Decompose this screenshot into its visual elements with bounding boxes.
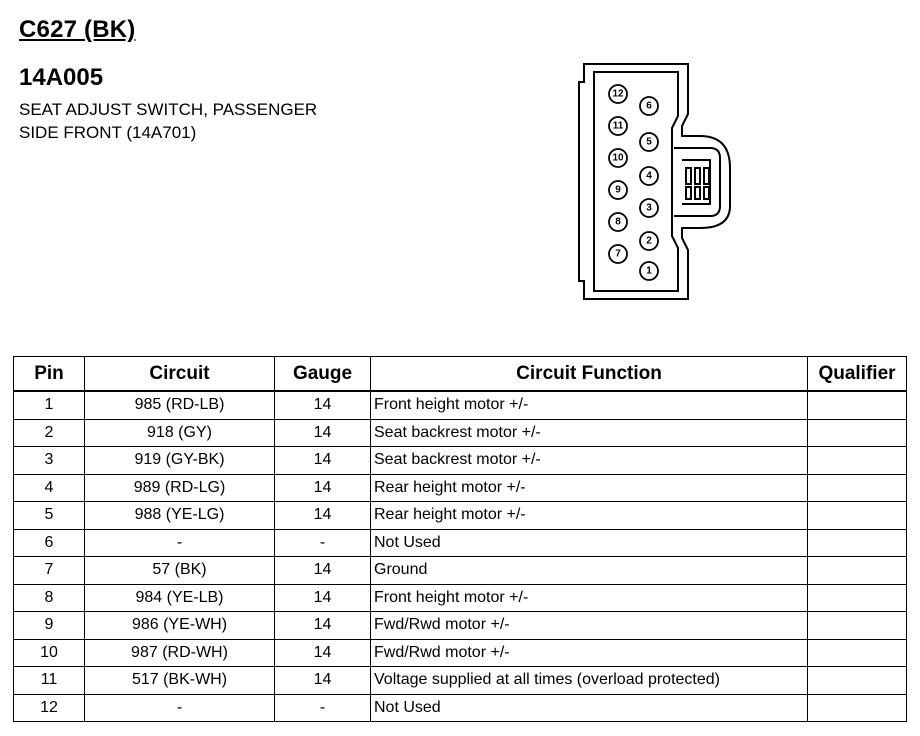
circuit-cell: 984 (YE-LB): [85, 584, 275, 612]
header-qualifier: Qualifier: [808, 357, 907, 392]
pin-cell: 8: [14, 584, 85, 612]
cavity-label-1: 1: [646, 265, 652, 277]
circuit-cell: 918 (GY): [85, 419, 275, 447]
table-row: [14, 667, 907, 695]
cavity-label-6: 6: [646, 100, 652, 112]
gauge-cell: 14: [275, 419, 371, 447]
table-row: [14, 474, 907, 502]
circuit-cell: 989 (RD-LG): [85, 474, 275, 502]
cavity-label-7: 7: [615, 248, 621, 260]
circuit-cell: 985 (RD-LB): [85, 391, 275, 419]
connector-id: C627 (BK): [19, 16, 136, 43]
header-pin: Pin: [14, 357, 85, 392]
pin-cell: 3: [14, 447, 85, 475]
cavity-label-9: 9: [615, 184, 621, 196]
cavity-label-12: 12: [612, 88, 624, 100]
connector-face-diagram: [570, 56, 740, 306]
cavity-label-10: 10: [612, 152, 624, 164]
qualifier-cell: [808, 667, 907, 695]
gauge-cell: 14: [275, 667, 371, 695]
table-row: [14, 529, 907, 557]
cavity-label-11: 11: [612, 120, 624, 132]
qualifier-cell: [808, 419, 907, 447]
cavity-label-3: 3: [646, 202, 652, 214]
qualifier-cell: [808, 502, 907, 530]
qualifier-cell: [808, 391, 907, 419]
function-cell: Front height motor +/-: [371, 391, 808, 419]
table-row: [14, 502, 907, 530]
table-row: [14, 557, 907, 585]
qualifier-cell: [808, 447, 907, 475]
circuit-cell: 988 (YE-LG): [85, 502, 275, 530]
function-cell: Fwd/Rwd motor +/-: [371, 639, 808, 667]
cavity-label-8: 8: [615, 216, 621, 228]
cavity-label-2: 2: [646, 235, 652, 247]
table-body: [14, 391, 907, 722]
pin-cell: 4: [14, 474, 85, 502]
qualifier-cell: [808, 474, 907, 502]
header-circuit-function: Circuit Function: [371, 357, 808, 392]
gauge-cell: 14: [275, 557, 371, 585]
qualifier-cell: [808, 694, 907, 722]
qualifier-cell: [808, 529, 907, 557]
function-cell: Front height motor +/-: [371, 584, 808, 612]
pin-cell: 9: [14, 612, 85, 640]
table-header-row: [14, 357, 907, 392]
circuit-cell: 986 (YE-WH): [85, 612, 275, 640]
connector-description: [19, 98, 399, 144]
part-number: 14A005: [19, 64, 104, 91]
table-row: [14, 694, 907, 722]
function-cell: Fwd/Rwd motor +/-: [371, 612, 808, 640]
circuit-cell: -: [85, 529, 275, 557]
header-gauge: Gauge: [275, 357, 371, 392]
table-row: [14, 584, 907, 612]
table-row: [14, 419, 907, 447]
description-line-1: SEAT ADJUST SWITCH, PASSENGER: [19, 100, 318, 119]
pin-cell: 10: [14, 639, 85, 667]
table-row: [14, 612, 907, 640]
function-cell: Rear height motor +/-: [371, 502, 808, 530]
function-cell: Seat backrest motor +/-: [371, 447, 808, 475]
pin-cell: 6: [14, 529, 85, 557]
description-line-2: SIDE FRONT (14A701): [19, 123, 197, 142]
qualifier-cell: [808, 639, 907, 667]
gauge-cell: 14: [275, 502, 371, 530]
pin-cell: 1: [14, 391, 85, 419]
table-row: [14, 447, 907, 475]
gauge-cell: 14: [275, 584, 371, 612]
circuit-cell: 57 (BK): [85, 557, 275, 585]
pinout-table: [13, 356, 907, 722]
function-cell: Not Used: [371, 694, 808, 722]
pin-cell: 12: [14, 694, 85, 722]
pin-cell: 7: [14, 557, 85, 585]
gauge-cell: 14: [275, 612, 371, 640]
qualifier-cell: [808, 557, 907, 585]
function-cell: Voltage supplied at all times (overload protected): [371, 667, 808, 695]
function-cell: Ground: [371, 557, 808, 585]
table-row: [14, 639, 907, 667]
cavity-label-5: 5: [646, 136, 652, 148]
gauge-cell: 14: [275, 639, 371, 667]
pin-cell: 11: [14, 667, 85, 695]
function-cell: Seat backrest motor +/-: [371, 419, 808, 447]
pin-cell: 5: [14, 502, 85, 530]
circuit-cell: -: [85, 694, 275, 722]
pin-cell: 2: [14, 419, 85, 447]
gauge-cell: -: [275, 694, 371, 722]
gauge-cell: 14: [275, 391, 371, 419]
qualifier-cell: [808, 584, 907, 612]
header-circuit: Circuit: [85, 357, 275, 392]
table-row: [14, 391, 907, 419]
gauge-cell: -: [275, 529, 371, 557]
gauge-cell: 14: [275, 447, 371, 475]
circuit-cell: 919 (GY-BK): [85, 447, 275, 475]
circuit-cell: 517 (BK-WH): [85, 667, 275, 695]
cavity-label-4: 4: [646, 170, 652, 182]
gauge-cell: 14: [275, 474, 371, 502]
function-cell: Rear height motor +/-: [371, 474, 808, 502]
circuit-cell: 987 (RD-WH): [85, 639, 275, 667]
function-cell: Not Used: [371, 529, 808, 557]
qualifier-cell: [808, 612, 907, 640]
